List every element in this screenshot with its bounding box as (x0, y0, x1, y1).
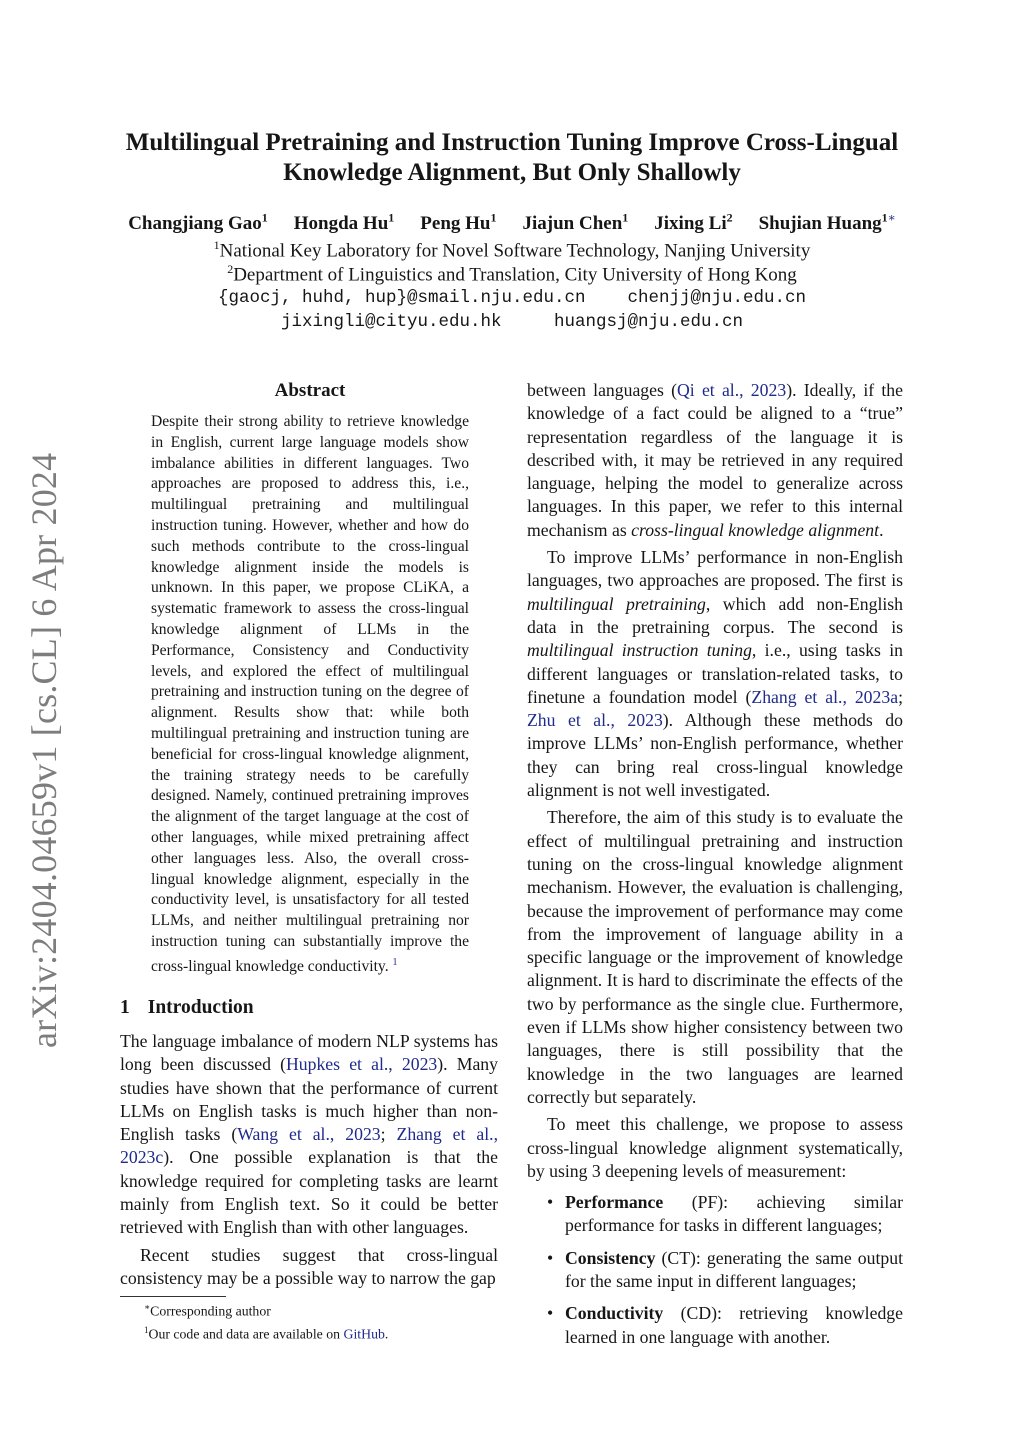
citation-link[interactable]: Wang et al., 2023 (237, 1124, 381, 1145)
paragraph: To meet this challenge, we propose to assess cross-lingual knowledge alignment systematically, by using 3 deepening levels of measurement: (527, 1114, 903, 1181)
intro-right-column (527, 379, 903, 1358)
citation-link[interactable]: Hupkes et al., 2023 (286, 1054, 438, 1075)
abstract-body: Despite their strong ability to retrieve knowledge in English, current large language models show imbalance abilities in different languages. Two approaches are proposed to address this, i.e., multilingual pretraining and multilingual instruction tuning. However, whether and how do such methods contribute to the cross-lingual knowledge alignment inside the models is unknown. In this paper, we propose CLiKA, a systematic framework to assess the cross-lingual knowledge alignment of LLMs in the Performance, Consistency and Conductivity levels, and explored the effect of multilingual pretraining and instruction tuning on the degree of alignment. Results show that: while both multilingual pretraining and instruction tuning are beneficial for cross-lingual knowledge alignment, the training strategy needs to be carefully designed. Namely, continued pretraining improves the alignment of the target language at the cost of other languages, while mixed pretraining affect other languages less. Also, the overall cross-lingual knowledge alignment, especially in the conductivity level, is unsatisfactory for all tested LLMs, and neither multilingual pretraining nor instruction tuning can substantially improve the cross-lingual knowledge conductivity. $^1$ (151, 413, 469, 975)
author: Shujian Huang$^{1∗}$ (758, 211, 896, 235)
bullet-icon: • (547, 1247, 554, 1268)
paragraph: between languages (Qi et al., 2023). Ideally, if the knowledge of a fact could be aligned to a “true” representation regardless of the language it is described with, it may be retrieved in any required language, helping the model to generalize across languages. In this paper, we refer to this internal mechanism as cross-lingual knowledge alignment. (527, 380, 904, 540)
author: Jixing Li$^2$ (654, 211, 733, 235)
bullet-icon: • (547, 1192, 554, 1213)
paragraph: To improve LLMs’ performance in non-English languages, two approaches are proposed. The first is multilingual pretraining, which add non-English data in the pretraining corpus. The second is multilingual instruction tuning, i.e., using tasks in different languages or translation-related tasks, to finetune a foundation model (Zhang et al., 2023a; Zhu et al., 2023). Although these methods do improve LLMs’ non-English performance, whether they can bring real cross-lingual knowledge alignment is not well investigated. (527, 547, 903, 801)
citation-link[interactable]: Zhang et al., 2023c (120, 1124, 498, 1168)
footnote-code: $^1$Our code and data are available on GitHub. (144, 1325, 389, 1342)
footnote-corresponding: ∗Corresponding author (144, 1302, 271, 1319)
citation-link[interactable]: Zhang et al., 2023a (751, 686, 899, 707)
list-item: • Consistency (CT): generating the same output for the same input in different languages; (547, 1247, 903, 1291)
github-link[interactable]: GitHub (343, 1326, 385, 1342)
corresponding-author-mark[interactable]: ∗ (887, 211, 896, 225)
paragraph: The language imbalance of modern NLP systems has long been discussed (Hupkes et al., 2023). Many studies have shown that the performance of current LLMs on English tasks is much higher than non-English tasks (Wang et al., 2023; Zhang et al., 2023c). One possible explanation is that the knowledge required for completing tasks are learnt mainly from English text. So it could be better retrieved with English than with other languages. (120, 1031, 498, 1238)
bullet-icon: • (547, 1303, 554, 1324)
footnote-divider (120, 1296, 226, 1297)
list-item: • Performance (PF): achieving similar performance for tasks in different languages; (547, 1192, 903, 1236)
footnote-link-1[interactable]: 1 (392, 956, 398, 968)
abstract-heading: Abstract (274, 380, 346, 401)
author: Peng Hu$^1$ (420, 211, 497, 235)
list-item: • Conductivity (CD): retrieving knowledge learned in one language with another. (547, 1303, 903, 1347)
author: Hongda Hu$^1$ (293, 211, 395, 235)
affiliation-1: $^1$National Key Laboratory for Novel Software Technology, Nanjing University (213, 238, 811, 262)
author-list (90, 211, 934, 235)
title-line-1: Multilingual Pretraining and Instruction Tuning Improve Cross-Lingual (125, 129, 899, 156)
measurement-levels-list (527, 1191, 903, 1349)
citation-link[interactable]: Zhu et al., 2023 (527, 710, 663, 731)
citation-link[interactable]: Qi et al., 2023 (677, 380, 787, 400)
section-heading-introduction: 1 Introduction (120, 997, 254, 1018)
paper-title (110, 128, 914, 188)
email-line-1: {gaocj, huhd, hup}@smail.nju.edu.cn chenjj@nju.edu.cn (217, 288, 807, 308)
intro-left-column (120, 1030, 498, 1294)
paragraph: Recent studies suggest that cross-lingual consistency may be a possible way to narrow the gap (120, 1244, 498, 1288)
footnotes (120, 1298, 498, 1344)
paragraph: Therefore, the aim of this study is to evaluate the effect of multilingual pretraining and instruction tuning on the cross-lingual knowledge alignment mechanism. However, the evaluation is challenging, because the improvement of performance may come from the improvement of language ability in a specific language or the improvement of knowledge alignment. It is hard to discriminate the effects of the two by performance as the single clue. Furthermore, even if LLMs show higher consistency between two languages, there is still possibility that the knowledge in the two languages are learned correctly but separately. (527, 807, 903, 1107)
title-line-2: Knowledge Alignment, But Only Shallowly (283, 159, 741, 186)
author: Jiajun Chen$^1$ (522, 211, 629, 235)
arxiv-sidebar-stamp: arXiv:2404.04659v1 [cs.CL] 6 Apr 2024 (24, 452, 64, 1048)
author: Changjiang Gao$^1$ (128, 211, 268, 235)
email-line-2: jixingli@cityu.edu.hk huangsj@nju.edu.cn (280, 312, 744, 332)
affiliation-2: $^2$Department of Linguistics and Translation, City University of Hong Kong (227, 262, 797, 286)
